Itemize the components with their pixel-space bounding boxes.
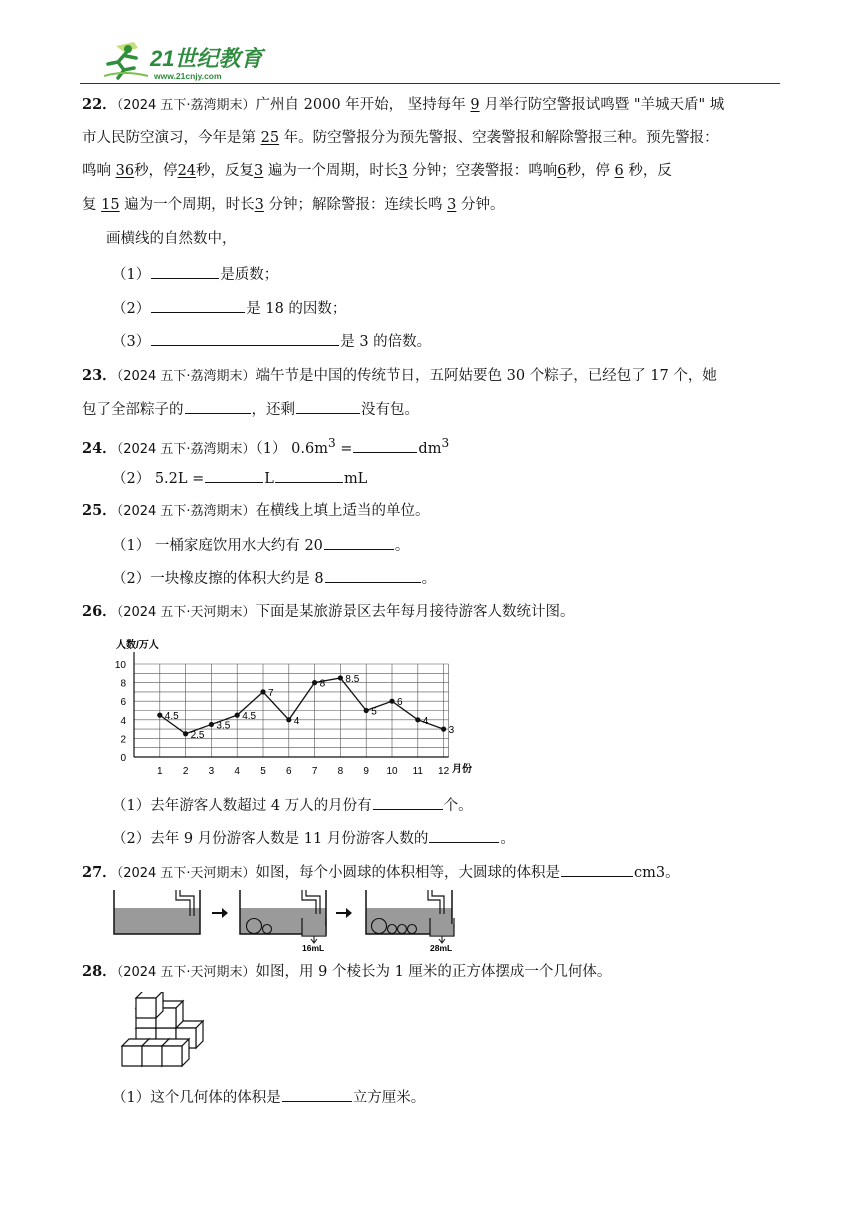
unit-cube [162, 1039, 189, 1066]
q25-number: 25． [82, 502, 117, 519]
q22-intro: 画横线的自然数中， [106, 231, 237, 247]
header-divider [80, 83, 780, 84]
q22-sub-3: （3） 是 3 的倍数。 [112, 330, 780, 352]
x-tick-label: 1 [157, 766, 163, 777]
underlined-number: 15 [101, 197, 120, 213]
answer-blank[interactable] [151, 297, 245, 313]
small-ball [263, 925, 272, 934]
big-ball [247, 919, 262, 934]
underlined-number: 3 [447, 197, 457, 213]
q26-sub-2: （2）去年 9 月份游客人数是 11 月份游客人数的 。 [112, 827, 780, 849]
volume-label-16: 16mL [302, 943, 325, 952]
data-point [286, 717, 291, 722]
container-four-balls [366, 890, 454, 952]
data-label: 5 [371, 706, 377, 718]
volume-label-28: 28mL [430, 943, 453, 952]
q22-source: （2024 五下·荔湾期末） [116, 98, 256, 113]
data-label: 4 [422, 715, 429, 727]
x-tick-label: 2 [182, 766, 189, 777]
q26-line-1: 26．（2024 五下·天河期末）下面是某旅游景区去年每月接待游客人数统计图。 [82, 603, 575, 620]
unit-cube [136, 992, 163, 1018]
big-ball [372, 919, 387, 934]
y-axis-label: 人数/万人 [116, 640, 159, 651]
q22-sub-1: （1） 是质数； [112, 263, 780, 285]
answer-blank[interactable] [353, 437, 417, 453]
q23-line-2: 包了全部粽子的 ，还剩 没有包。 [82, 398, 780, 420]
q26-number: 26． [82, 603, 117, 620]
answer-blank[interactable] [275, 467, 343, 483]
y-tick-label: 2 [120, 734, 126, 746]
q23-number: 23． [82, 367, 117, 384]
data-label: 4.5 [164, 711, 179, 723]
y-tick-label: 4 [120, 715, 126, 727]
q24-source: （2024 五下·荔湾期末） [116, 441, 256, 457]
y-tick-label: 6 [120, 697, 126, 709]
answer-blank[interactable] [429, 827, 499, 843]
q26-sub-1: （1）去年游客人数超过 4 万人的月份有 个。 [112, 794, 780, 816]
x-tick-label: 8 [337, 766, 344, 777]
answer-blank[interactable] [373, 794, 443, 810]
answer-blank[interactable] [151, 263, 219, 279]
x-tick-label: 12 [438, 766, 450, 777]
tourist-line-chart [106, 634, 490, 780]
answer-blank[interactable] [325, 567, 421, 583]
data-point [260, 689, 265, 694]
answer-blank[interactable] [205, 467, 263, 483]
q22-line-4: 复 15 遍为一个周期，时长3 分钟；解除警报：连续长鸣 3 分钟。 [82, 197, 505, 213]
small-ball [398, 925, 407, 934]
answer-blank[interactable] [282, 1086, 352, 1102]
data-label: 2.5 [190, 729, 205, 741]
q28-sub-1: （1）这个几何体的体积是 立方厘米。 [112, 1086, 780, 1108]
q28-line-1: 28．（2024 五下·天河期末）如图，用 9 个棱长为 1 厘米的正方体摆成一个几何体。 [82, 963, 612, 980]
q25-sub-1: （1） 一桶家庭饮用水大约有 20 。 [112, 534, 780, 556]
x-tick-label: 5 [260, 766, 266, 777]
arrow-right-icon [212, 908, 228, 918]
runner-icon [104, 42, 148, 78]
logo-main-text: 21世纪教育 [150, 46, 263, 71]
x-axis-label: 月份 [452, 764, 472, 775]
container-full [114, 890, 200, 934]
q27-number: 27． [82, 864, 117, 881]
logo-sub-text: www.21cnjy.com [154, 71, 222, 81]
x-tick-label: 10 [386, 766, 398, 777]
x-tick-label: 4 [234, 766, 240, 777]
q22-line-3: 鸣响 36秒，停24秒，反复3 遍为一个周期，时长3 分钟；空袭警报：鸣响6秒，停 6 秒，反 [82, 163, 672, 179]
data-label: 8 [319, 678, 326, 690]
data-label: 3 [448, 725, 455, 737]
q23-line-1: 23．（2024 五下·荔湾期末）端午节是中国的传统节日，五阿姑要色 30 个粽子，已经包了 17 个，她 [82, 367, 717, 384]
x-tick-label: 7 [311, 766, 318, 777]
answer-blank[interactable] [561, 861, 633, 877]
q27-source: （2024 五下·天河期末） [116, 866, 256, 881]
x-tick-label: 9 [363, 766, 369, 777]
data-point [364, 708, 369, 713]
data-label: 4 [293, 715, 300, 727]
small-ball [408, 925, 417, 934]
data-point [157, 713, 162, 718]
q28-number: 28． [82, 963, 117, 980]
q25-line-1: 25．（2024 五下·荔湾期末）在横线上填上适当的单位。 [82, 502, 430, 519]
underlined-number: 24 [177, 163, 197, 179]
y-tick-label: 10 [114, 660, 126, 671]
answer-blank[interactable] [296, 398, 360, 414]
q23-source: （2024 五下·荔湾期末） [116, 369, 256, 384]
data-label: 8.5 [345, 673, 360, 685]
answer-blank[interactable] [185, 398, 251, 414]
underlined-number: 6 [614, 163, 624, 179]
y-tick-label: 8 [120, 678, 126, 690]
container-two-balls [240, 890, 326, 952]
data-point [312, 680, 317, 685]
data-point [441, 727, 446, 732]
q24-number: 24． [82, 439, 117, 457]
y-tick-label: 0 [120, 753, 126, 764]
underlined-number: 3 [254, 197, 264, 213]
underlined-number: 25 [260, 130, 280, 146]
data-point [183, 731, 188, 736]
data-label: 6 [397, 697, 403, 709]
x-tick-label: 3 [208, 766, 215, 777]
underlined-number: 3 [398, 163, 408, 179]
cube-stack-figure [112, 992, 212, 1078]
data-label: 4.5 [242, 711, 257, 723]
x-tick-label: 6 [286, 766, 292, 777]
data-point [235, 713, 240, 718]
data-point [338, 675, 343, 680]
q22-number: 22． [82, 96, 117, 113]
q28-source: （2024 五下·天河期末） [116, 965, 256, 980]
data-point [389, 699, 394, 704]
data-label: 3.5 [216, 720, 231, 732]
overflow-cup-diagram [110, 888, 470, 952]
data-label: 7 [268, 687, 274, 699]
chart-grid [134, 664, 449, 757]
q27-line-1: 27．（2024 五下·天河期末）如图，每个小圆球的体积相等，大圆球的体积是 cm3。 [82, 861, 780, 884]
answer-blank[interactable] [151, 330, 339, 346]
underlined-number: 9 [470, 97, 480, 113]
q25-source: （2024 五下·荔湾期末） [116, 504, 256, 519]
site-logo [104, 40, 274, 82]
data-point [415, 717, 420, 722]
q25-sub-2: （2）一块橡皮擦的体积大约是 8 。 [112, 567, 780, 589]
answer-blank[interactable] [324, 534, 394, 550]
q24-line-1: 24．（2024 五下·荔湾期末）（1） $0.6m^3 = dm^3$ [82, 436, 450, 457]
q26-source: （2024 五下·天河期末） [116, 605, 256, 620]
underlined-number: 36 [115, 163, 135, 179]
small-ball [388, 925, 397, 934]
underlined-number: 3 [254, 163, 264, 179]
arrow-right-icon [336, 908, 352, 918]
data-point [209, 722, 214, 727]
underlined-number: 6 [557, 163, 567, 179]
x-tick-label: 11 [412, 766, 423, 777]
q22-sub-2: （2） 是 18 的因数； [112, 297, 780, 319]
q22-line-1: 22．（2024 五下·荔湾期末）广州自 2000 年开始， 坚持每年 9 月举行防空警报试鸣暨 "羊城天盾" 城 [82, 96, 725, 113]
q22-line-2: 市人民防空演习，今年是第 25 年。防空警报分为预先警报、空袭警报和解除警报三种。预先警报： [82, 130, 719, 146]
data-points [157, 674, 454, 741]
q24-sub-2: （2） 5.2L = L mL [112, 467, 780, 489]
